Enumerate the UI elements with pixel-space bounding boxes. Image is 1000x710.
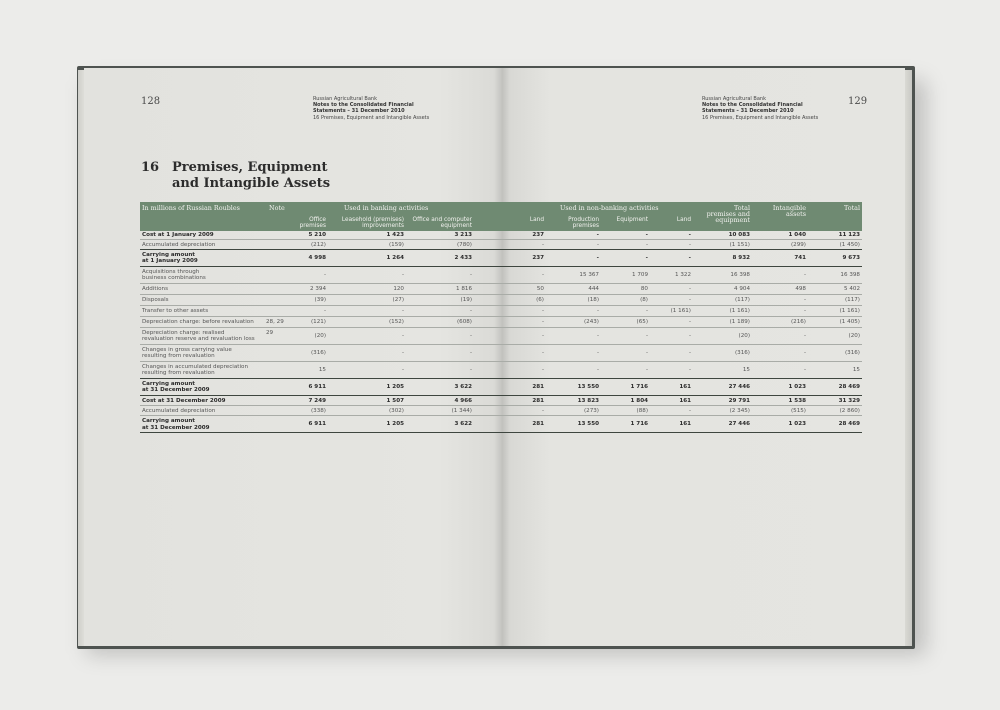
table-cell: - <box>323 307 326 314</box>
table-cell: 15 <box>318 366 326 373</box>
table-cell: 1 023 <box>788 383 806 390</box>
table-cell: (316) <box>734 349 750 356</box>
table-cell: (1 161) <box>729 307 750 314</box>
table-cell: (1 344) <box>451 407 472 414</box>
table-cell: 1 322 <box>674 271 691 278</box>
table-cell: - <box>401 349 404 356</box>
row-label: Cost at 1 January 2009 <box>142 232 214 239</box>
table-cell: (515) <box>790 407 806 414</box>
table-cell: - <box>596 366 599 373</box>
header-office-premises-2: premises <box>299 223 326 229</box>
table-body <box>140 231 862 433</box>
table-cell: 237 <box>532 254 544 261</box>
table-cell: 3 622 <box>454 383 472 390</box>
table-row <box>140 295 862 306</box>
table-cell: 1 023 <box>788 421 806 428</box>
table-cell: - <box>688 349 691 356</box>
table-cell: 13 550 <box>577 421 599 428</box>
table-row <box>140 406 862 416</box>
table-cell: 13 550 <box>577 383 599 390</box>
table-cell: 4 904 <box>733 285 750 292</box>
row-note: 28, 29 <box>266 318 284 325</box>
table-cell: - <box>645 232 648 239</box>
table-cell: - <box>469 349 472 356</box>
table-cell: (2 345) <box>729 407 750 414</box>
header-intangible-1: Intangible <box>772 204 806 212</box>
table-cell: - <box>803 307 806 314</box>
table-cell: 16 398 <box>840 271 860 278</box>
table-cell: 1 816 <box>455 285 472 292</box>
table-cell: - <box>688 296 691 303</box>
table-row <box>140 240 862 250</box>
table-cell: 50 <box>536 285 544 292</box>
table-cell: (65) <box>636 318 648 325</box>
table-cell: 6 911 <box>308 383 326 390</box>
section-number: 16 <box>141 160 160 175</box>
row-label-line2: resulting from revaluation <box>142 370 215 376</box>
table-cell: (1 450) <box>839 241 860 248</box>
table-cell: 498 <box>795 285 806 292</box>
row-label: Accumulated depreciation <box>142 407 216 414</box>
table-cell: 1 804 <box>630 397 648 404</box>
table-row <box>140 345 862 362</box>
table-cell: - <box>688 407 691 414</box>
row-label: Carrying amount <box>142 251 195 258</box>
table-cell: - <box>541 318 544 325</box>
table-cell: - <box>688 318 691 325</box>
header-equipment: Equipment <box>616 217 648 223</box>
table-cell: 1 716 <box>630 421 648 428</box>
table-cell: - <box>469 332 472 339</box>
row-label: Cost at 31 December 2009 <box>142 397 226 404</box>
table-row <box>140 328 862 345</box>
header-land2: Land <box>676 217 691 223</box>
right-running-head: Russian Agricultural Bank Notes to the Consolidated Financial Statements – 31 December 2010 16 Premises, Equipment and Intangible Assets <box>702 96 819 121</box>
table-cell: - <box>688 332 691 339</box>
table-cell: 28 469 <box>838 383 860 390</box>
table-cell: 1 040 <box>788 232 806 239</box>
financial-table <box>140 202 862 433</box>
table-cell: (20) <box>848 332 860 339</box>
header-land: Land <box>529 217 544 223</box>
table-cell: - <box>401 332 404 339</box>
table-cell: (19) <box>460 296 472 303</box>
header-leasehold-1: Leasehold (premises) <box>341 217 404 223</box>
table-row <box>140 362 862 379</box>
header-group-nonbanking: Used in non-banking activities <box>560 204 659 212</box>
table-row <box>140 396 862 407</box>
table-cell: - <box>541 241 544 248</box>
table-cell: 80 <box>640 285 648 292</box>
table-cell: (8) <box>640 296 648 303</box>
table-cell: 1 709 <box>631 271 648 278</box>
table-cell: - <box>645 254 648 261</box>
table-cell: - <box>688 285 691 292</box>
table-cell: 15 <box>742 366 750 373</box>
row-label: Additions <box>142 285 169 292</box>
table-cell: - <box>541 307 544 314</box>
table-cell: (117) <box>844 296 860 303</box>
table-cell: (39) <box>314 296 326 303</box>
row-label: Transfer to other assets <box>142 307 209 314</box>
table-cell: 161 <box>679 397 691 404</box>
table-cell: (1 161) <box>670 307 691 314</box>
table-cell: 1 423 <box>386 232 404 239</box>
table-cell: - <box>541 271 544 278</box>
table-cell: 161 <box>679 421 691 428</box>
table-cell: 1 507 <box>386 397 404 404</box>
table-cell: - <box>541 366 544 373</box>
row-note: 29 <box>266 329 274 336</box>
table-cell: - <box>645 366 648 373</box>
table-cell: 3 622 <box>454 421 472 428</box>
table-header <box>140 202 862 231</box>
table-cell: (338) <box>310 407 326 414</box>
table-cell: 1 716 <box>630 383 648 390</box>
table-cell: - <box>596 241 599 248</box>
table-cell: 29 791 <box>728 397 750 404</box>
table-cell: - <box>803 349 806 356</box>
table-cell: 281 <box>532 421 544 428</box>
table-cell: (27) <box>392 296 404 303</box>
table-cell: (2 860) <box>839 407 860 414</box>
left-page-number: 128 <box>141 96 161 107</box>
table-cell: 1 205 <box>386 383 404 390</box>
section-title-line1: Premises, Equipment <box>172 160 328 175</box>
table-cell: - <box>541 349 544 356</box>
row-label: Accumulated depreciation <box>142 241 216 248</box>
table-cell: 27 446 <box>728 383 750 390</box>
table-cell: (6) <box>536 296 544 303</box>
header-note: Note <box>269 204 285 212</box>
header-office-equipment-2: equipment <box>440 223 472 229</box>
header-office-equipment-1: Office and computer <box>412 217 472 223</box>
table-cell: (212) <box>310 241 326 248</box>
table-cell: (608) <box>456 318 472 325</box>
table-cell: - <box>596 307 599 314</box>
table-cell: (18) <box>587 296 599 303</box>
header-total-premises-3: equipment <box>715 216 750 224</box>
header-total-premises-2: premises and <box>706 210 750 218</box>
table-cell: 6 911 <box>308 421 326 428</box>
table-cell: - <box>596 332 599 339</box>
table-cell: 11 123 <box>838 232 860 239</box>
header-production-1: Production <box>568 217 599 223</box>
row-label-line2: resulting from revaluation <box>142 353 215 359</box>
row-label-line2: revaluation reserve and revaluation loss <box>142 336 255 342</box>
table-cell: (20) <box>738 332 750 339</box>
table-cell: 161 <box>679 383 691 390</box>
table-cell: 16 398 <box>730 271 750 278</box>
row-label: Changes in accumulated depreciation <box>142 363 248 370</box>
table-cell: (159) <box>388 241 404 248</box>
table-cell: (1 405) <box>839 318 860 325</box>
table-cell: 1 264 <box>386 254 404 261</box>
row-label: Changes in gross carrying value <box>142 346 232 353</box>
table-cell: 3 213 <box>454 232 472 239</box>
row-label: Carrying amount <box>142 418 195 425</box>
table-cell: 31 329 <box>838 397 860 404</box>
table-cell: - <box>541 407 544 414</box>
table-cell: 15 <box>852 366 860 373</box>
row-label: Depreciation charge: before revaluation <box>142 318 254 325</box>
table-cell: - <box>469 271 472 278</box>
table-cell: - <box>401 307 404 314</box>
table-cell: (316) <box>844 349 860 356</box>
table-cell: - <box>645 307 648 314</box>
row-label-line2: at 31 December 2009 <box>142 387 210 393</box>
table-cell: (273) <box>583 407 599 414</box>
table-row <box>140 231 862 240</box>
table-row <box>140 250 862 267</box>
row-label-line2: at 1 January 2009 <box>142 258 198 264</box>
table-row <box>140 379 862 396</box>
table-cell: 5 210 <box>308 232 326 239</box>
table-cell: 28 469 <box>838 421 860 428</box>
table-cell: - <box>596 232 599 239</box>
table-cell: 10 083 <box>728 232 750 239</box>
table-cell: - <box>688 254 691 261</box>
table-cell: 2 433 <box>454 254 472 261</box>
header-office-premises-1: Office <box>309 217 326 223</box>
header-group-banking: Used in banking activities <box>344 204 429 212</box>
table-cell: 13 823 <box>577 397 599 404</box>
table-cell: (216) <box>790 318 806 325</box>
header-intangible-2: assets <box>786 210 806 218</box>
table-cell: 7 249 <box>308 397 326 404</box>
header-total-premises-1: Total <box>733 204 750 212</box>
table-cell: - <box>645 241 648 248</box>
table-cell: 8 932 <box>732 254 750 261</box>
row-label: Depreciation charge: realised <box>142 329 225 336</box>
table-row <box>140 306 862 317</box>
table-cell: - <box>803 366 806 373</box>
table-cell: (1 161) <box>839 307 860 314</box>
table-cell: - <box>688 241 691 248</box>
row-label: Disposals <box>142 296 169 303</box>
table-cell: 281 <box>532 397 544 404</box>
table-cell: (243) <box>583 318 599 325</box>
table-cell: - <box>401 366 404 373</box>
section-title-line2: and Intangible Assets <box>172 176 331 191</box>
table-cell: 9 673 <box>842 254 860 261</box>
table-cell: (121) <box>310 318 326 325</box>
table-cell: 4 966 <box>454 397 472 404</box>
table-cell: 1 538 <box>788 397 806 404</box>
table-cell: (302) <box>388 407 404 414</box>
table-cell: - <box>541 332 544 339</box>
table-cell: (117) <box>734 296 750 303</box>
table-cell: 15 367 <box>579 271 599 278</box>
table-cell: 444 <box>588 285 599 292</box>
table-cell: - <box>688 232 691 239</box>
table-cell: 237 <box>532 232 544 239</box>
row-label-line2: business combinations <box>142 275 206 281</box>
section-title <box>141 160 330 192</box>
table-row <box>140 267 862 284</box>
table-cell: (780) <box>456 241 472 248</box>
right-page-number: 129 <box>848 96 868 107</box>
table-cell: 741 <box>794 254 806 261</box>
table-row <box>140 284 862 295</box>
table-cell: (1 189) <box>729 318 750 325</box>
header-leasehold-2: improvements <box>362 223 404 229</box>
left-running-head: Russian Agricultural Bank Notes to the Consolidated Financial Statements – 31 December 2010 16 Premises, Equipment and Intangible Assets <box>313 96 430 121</box>
row-label: Carrying amount <box>142 380 195 387</box>
table-cell: - <box>803 271 806 278</box>
table-cell: 4 998 <box>308 254 326 261</box>
table-cell: - <box>688 366 691 373</box>
table-cell: 1 205 <box>386 421 404 428</box>
table-cell: - <box>401 271 404 278</box>
header-production-2: premises <box>572 223 599 229</box>
table-cell: 2 394 <box>309 285 326 292</box>
table-row <box>140 317 862 328</box>
table-cell: 120 <box>393 285 404 292</box>
table-cell: - <box>645 332 648 339</box>
table-cell: - <box>803 332 806 339</box>
table-cell: - <box>469 307 472 314</box>
header-total: Total <box>843 204 860 212</box>
row-label-line2: at 31 December 2009 <box>142 424 210 431</box>
table-cell: (316) <box>310 349 326 356</box>
table-row <box>140 416 862 433</box>
table-cell: (152) <box>388 318 404 325</box>
table-cell: - <box>596 254 599 261</box>
table-cell: - <box>803 296 806 303</box>
table-cell: 27 446 <box>728 421 750 428</box>
table-cell: - <box>469 366 472 373</box>
table-cell: 5 402 <box>843 285 860 292</box>
table-cell: 281 <box>532 383 544 390</box>
table-cell: (299) <box>790 241 806 248</box>
table-cell: - <box>645 349 648 356</box>
row-label: Acquisitions through <box>142 268 200 275</box>
table-cell: (88) <box>636 407 648 414</box>
table-cell: - <box>596 349 599 356</box>
table-cell: (20) <box>314 332 326 339</box>
table-cell: - <box>323 271 326 278</box>
table-cell: (1 151) <box>729 241 750 248</box>
header-col-label: In millions of Russian Roubles <box>142 204 240 212</box>
